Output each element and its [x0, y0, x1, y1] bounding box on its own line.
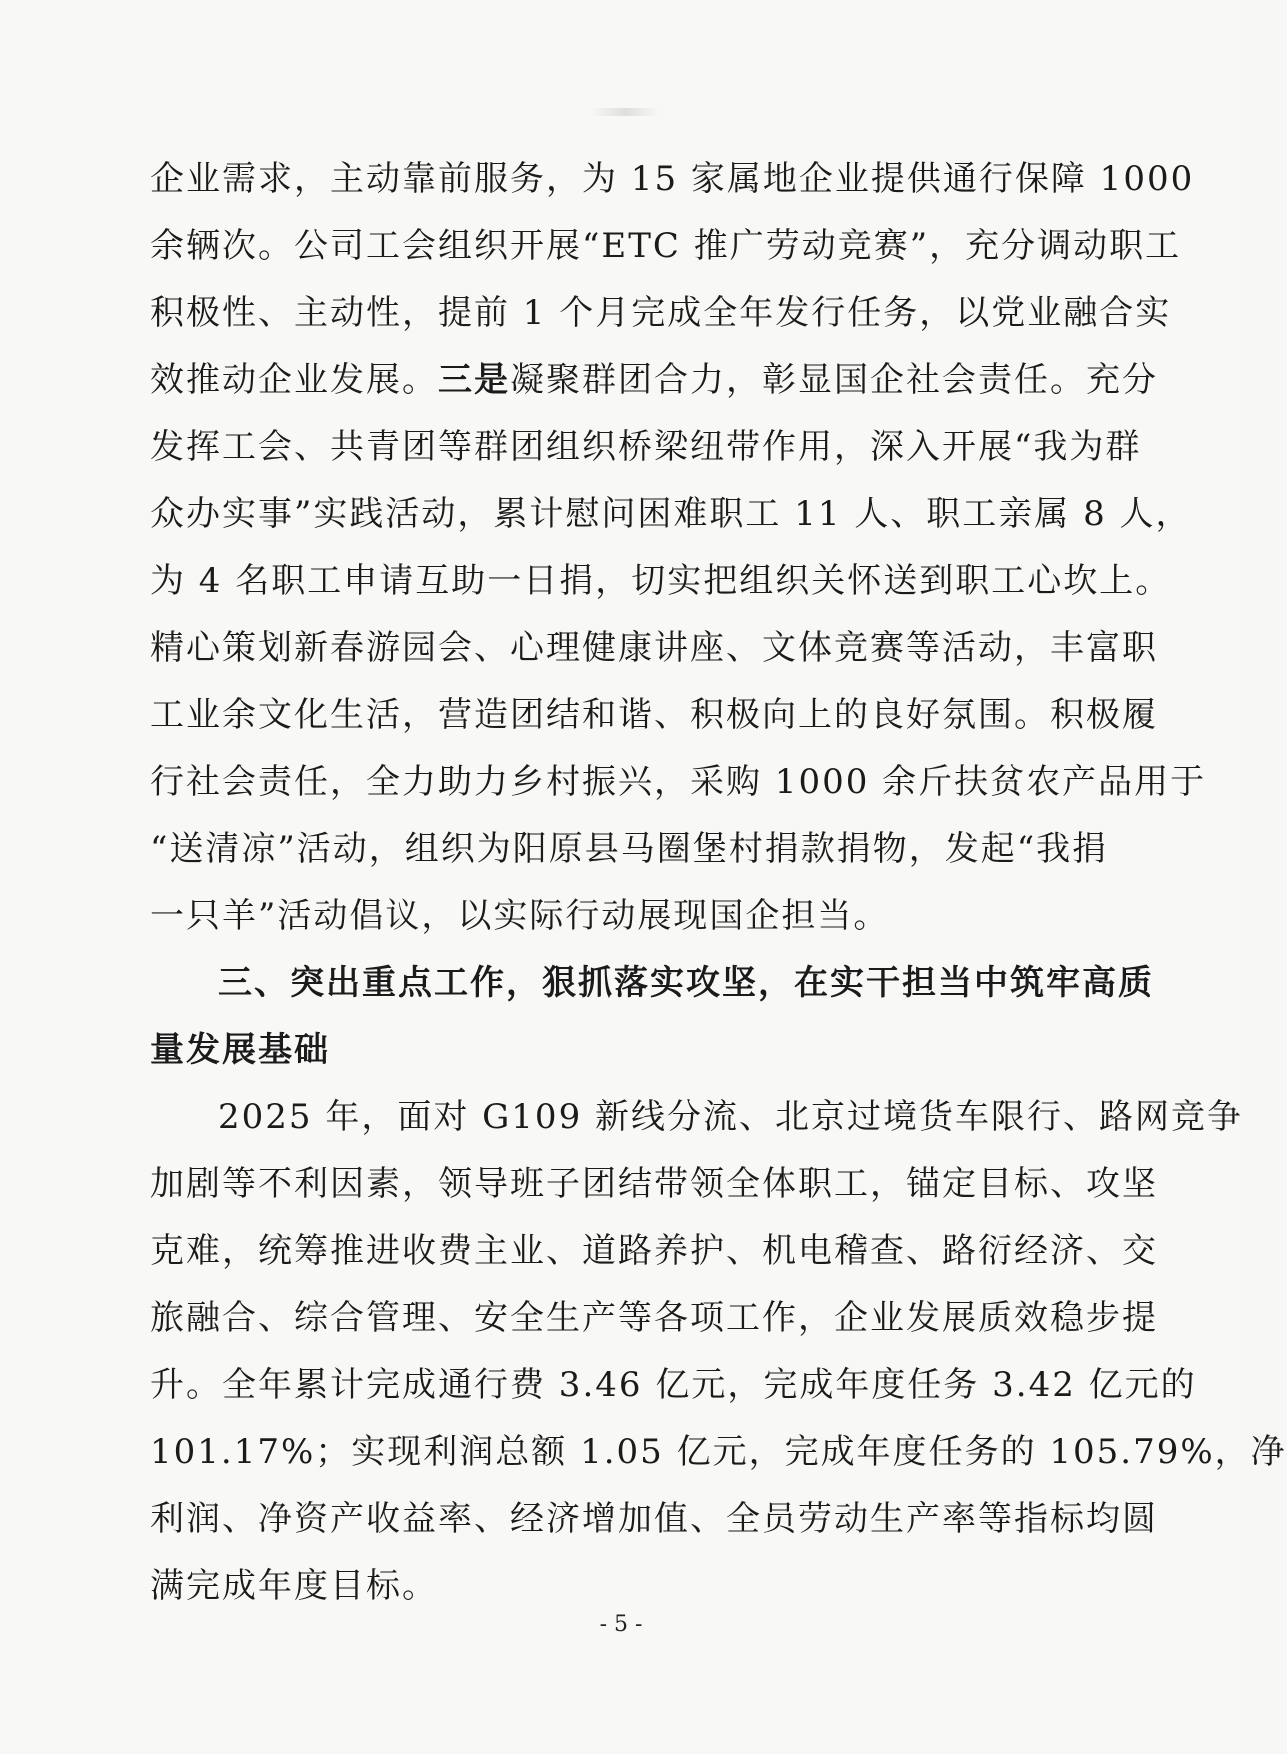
paragraph-line-mixed [150, 347, 1158, 414]
paragraph-line: 旅融合、综合管理、安全生产等各项工作，企业发展质效稳步提 [150, 1298, 1158, 1338]
paragraph-line: 一只羊”活动倡议，以实际行动展现国企担当。 [150, 896, 890, 936]
paragraph-line: 2025 年，面对 G109 新线分流、北京过境货车限行、路网竞争 [218, 1097, 1244, 1137]
paragraph-text: 凝聚群团合力，彰显国企社会责任。充分 [510, 360, 1158, 400]
document-body [150, 146, 1287, 1620]
paragraph-line: 众办实事”实践活动，累计慰问困难职工 11 人、职工亲属 8 人， [150, 494, 1192, 534]
paragraph-line: 余辆次。公司工会组织开展“ETC 推广劳动竞赛”，充分调动职工 [150, 226, 1182, 266]
paragraph-line: 加剧等不利因素，领导班子团结带领全体职工，锚定目标、攻坚 [150, 1164, 1158, 1204]
section-heading: 三、突出重点工作，狠抓落实攻坚，在实干担当中筑牢高质 [218, 963, 1154, 1003]
scan-mark [590, 108, 660, 116]
bold-keyword: 三是 [438, 360, 510, 400]
paragraph-line: 利润、净资产收益率、经济增加值、全员劳动生产率等指标均圆 [150, 1499, 1158, 1539]
paragraph-line: 精心策划新春游园会、心理健康讲座、文体竞赛等活动，丰富职 [150, 628, 1158, 668]
paragraph-line: “送清凉”活动，组织为阳原县马圈堡村捐款捐物，发起“我捐 [150, 829, 1109, 869]
paragraph-line: 满完成年度目标。 [150, 1566, 438, 1606]
paragraph-line: 工业余文化生活，营造团结和谐、积极向上的良好氛围。积极履 [150, 695, 1158, 735]
paragraph-line: 发挥工会、共青团等群团组织桥梁纽带作用，深入开展“我为群 [150, 427, 1142, 467]
paragraph-line: 企业需求，主动靠前服务，为 15 家属地企业提供通行保障 1000 [150, 159, 1195, 199]
paragraph-line: 行社会责任，全力助力乡村振兴，采购 1000 余斤扶贫农产品用于 [150, 762, 1207, 802]
paragraph-line: 101.17%；实现利润总额 1.05 亿元，完成年度任务的 105.79%，净 [150, 1432, 1287, 1472]
section-heading-continued: 量发展基础 [150, 1030, 330, 1070]
paragraph-line: 克难，统筹推进收费主业、道路养护、机电稽查、路衍经济、交 [150, 1231, 1158, 1271]
paragraph-line: 积极性、主动性，提前 1 个月完成全年发行任务，以党业融合实 [150, 293, 1172, 333]
paragraph-line: 升。全年累计完成通行费 3.46 亿元，完成年度任务 3.42 亿元的 [150, 1365, 1197, 1405]
paragraph-text: 效推动企业发展。 [150, 360, 438, 400]
paragraph-line: 为 4 名职工申请互助一日捐，切实把组织关怀送到职工心坎上。 [150, 561, 1172, 601]
page-number: - 5 - [599, 1612, 643, 1637]
